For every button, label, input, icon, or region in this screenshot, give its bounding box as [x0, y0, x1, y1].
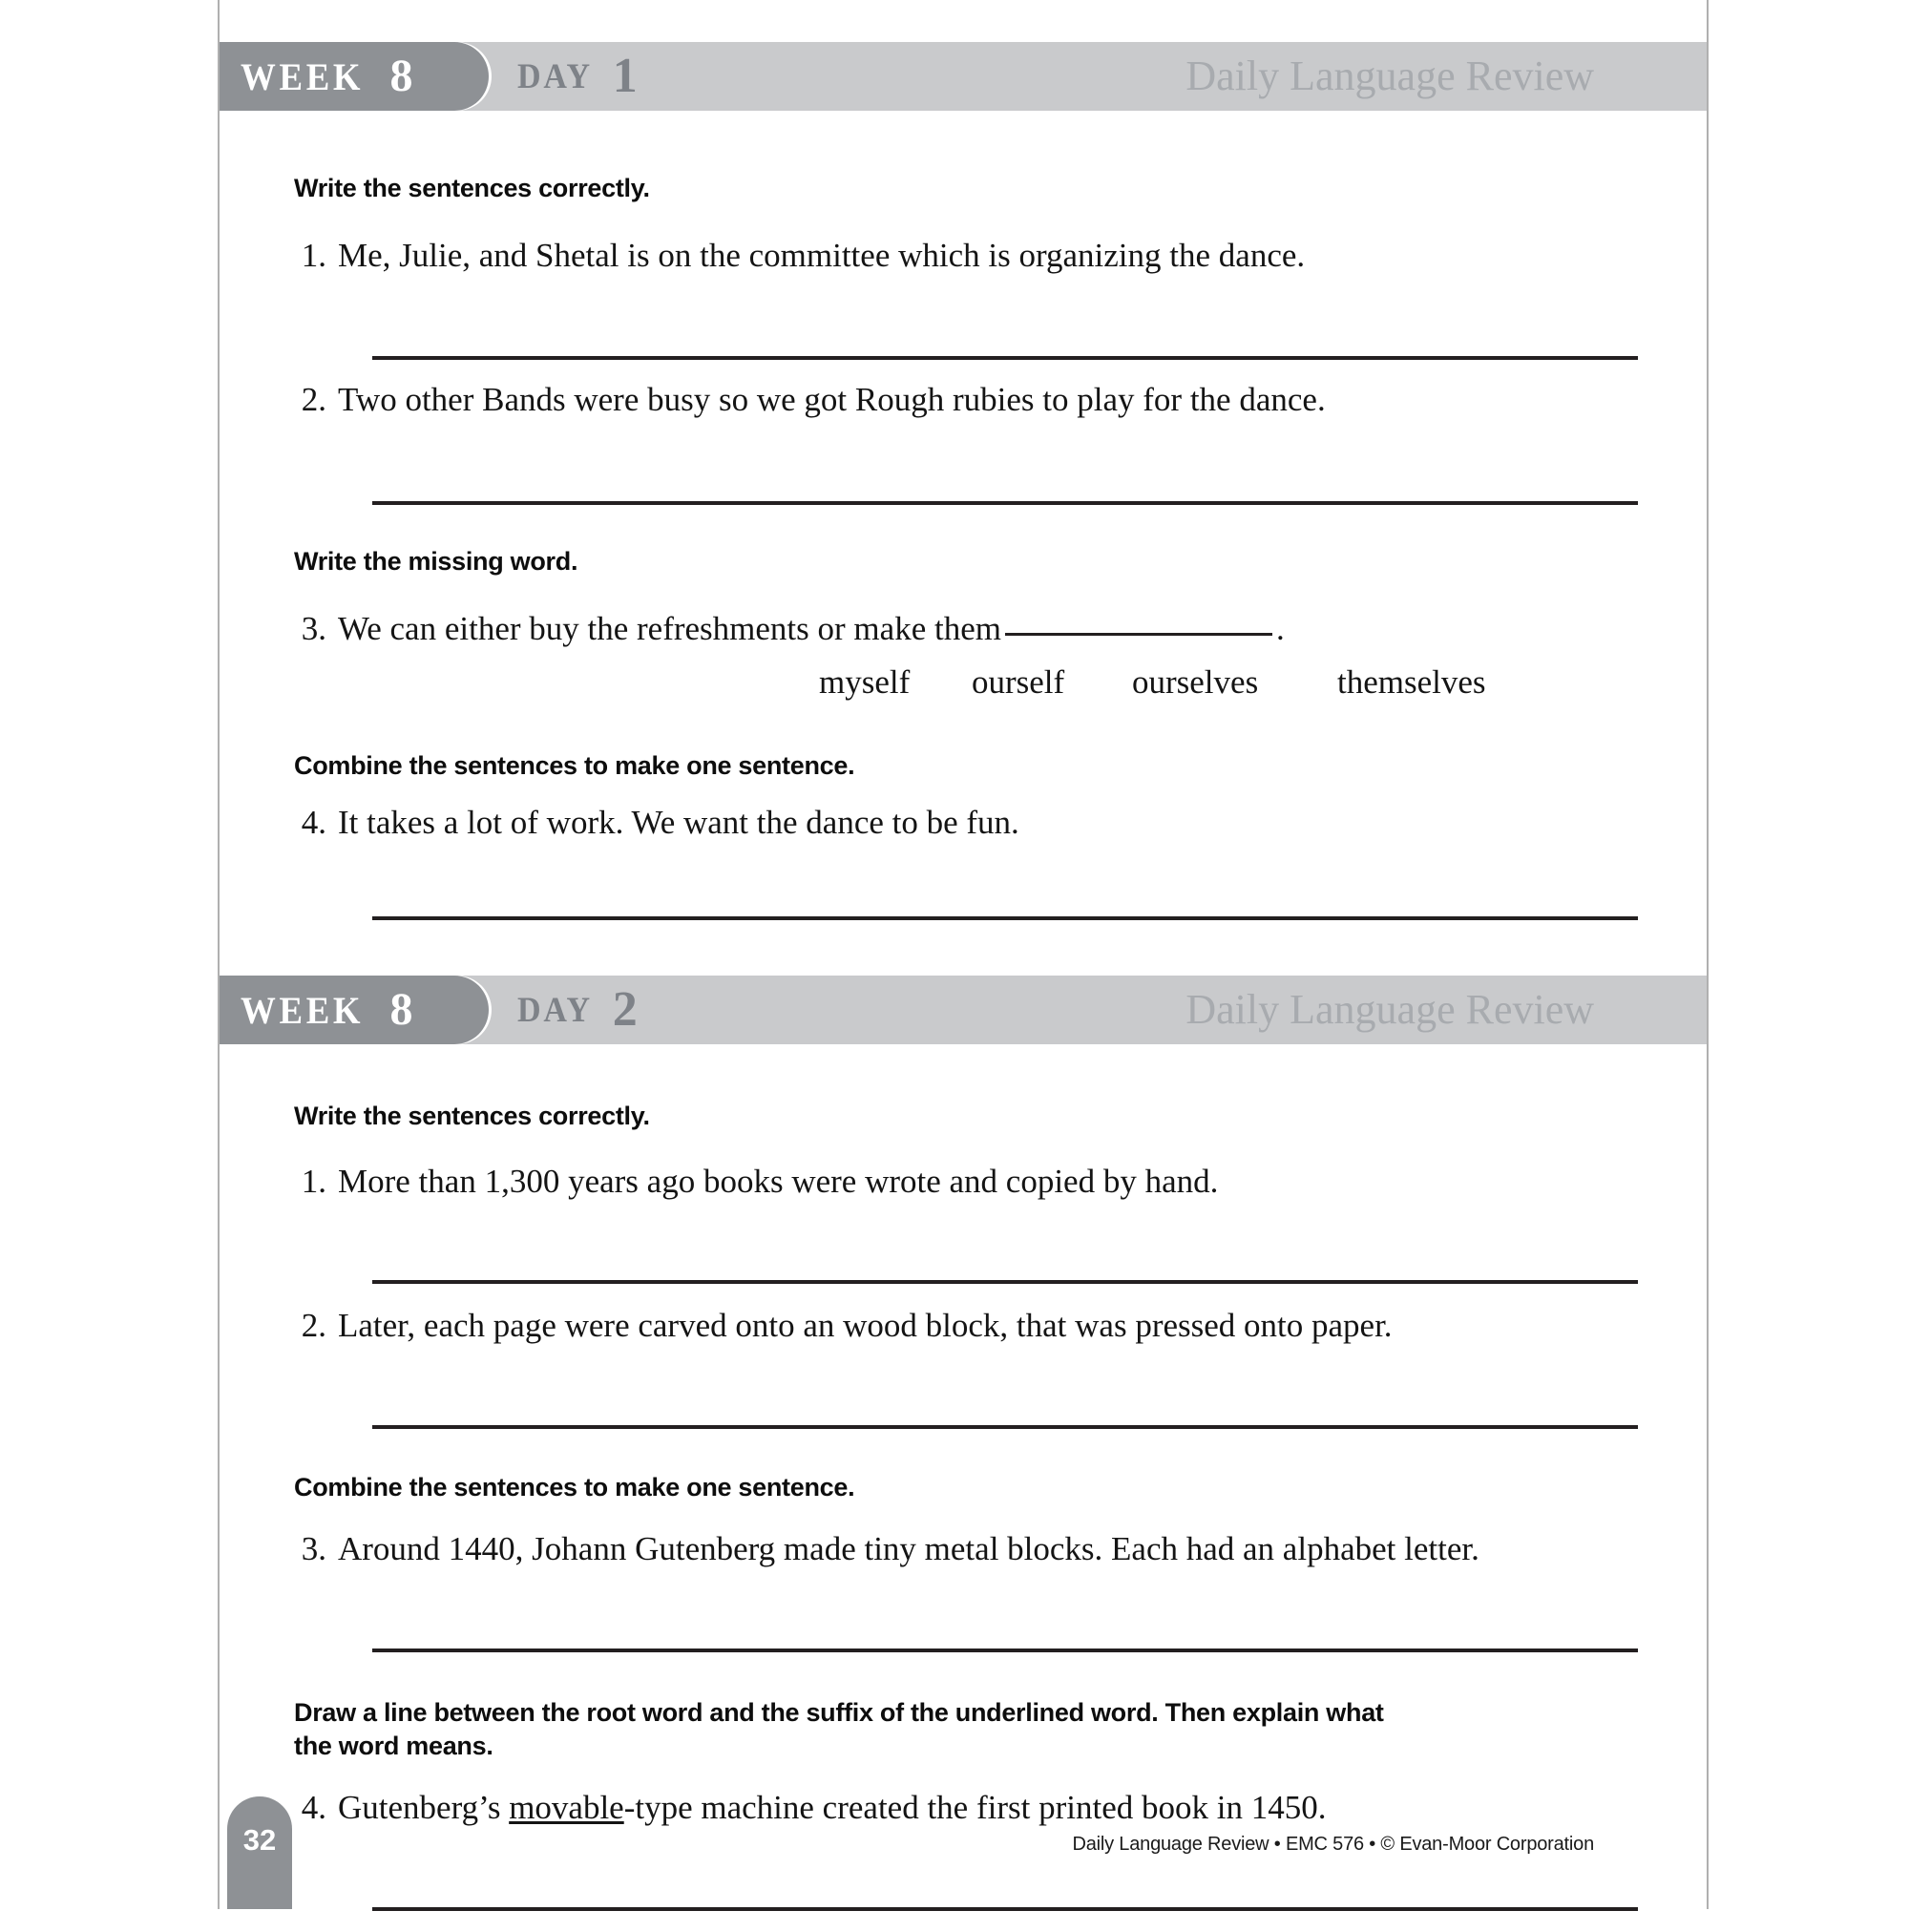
week-label-1: WEEK: [241, 54, 365, 98]
exercise-item: [294, 379, 1649, 421]
answer-line[interactable]: [372, 1280, 1638, 1284]
page-number: 32: [242, 1823, 277, 1857]
worksheet-page: [218, 0, 1709, 1909]
item-text: [338, 608, 1649, 650]
answer-space: [294, 1570, 1649, 1675]
item-text-part1: Gutenberg’s: [338, 1788, 510, 1826]
direction-missing-word: Write the missing word.: [294, 547, 578, 577]
answer-space: [294, 276, 1649, 379]
day-banner-1: [220, 42, 1707, 111]
item-text: More than 1,300 years ago books were wrote and copied by hand.: [338, 1162, 1219, 1200]
exercise-item: [294, 1528, 1649, 1570]
item-text: Later, each page were carved onto an wood block, that was pressed onto paper.: [338, 1307, 1393, 1345]
direction-write-sentences-1: Write the sentences correctly.: [294, 174, 650, 202]
day-number-2: 2: [612, 982, 638, 1037]
direction-line-1: Draw a line between the root word and the suffix of the underlined word. Then explain what: [294, 1697, 1384, 1727]
word-choice-1[interactable]: ourself: [972, 662, 1065, 701]
direction-line-2: the word means.: [294, 1732, 493, 1761]
word-choice-2[interactable]: ourselves: [1132, 662, 1259, 701]
footer-credit: Daily Language Review • EMC 576 • © Evan-Moor Corporation: [1072, 1834, 1594, 1855]
day-group-1: [517, 42, 638, 111]
item-number: 3.: [301, 609, 326, 647]
answer-space: [294, 1202, 1649, 1305]
answer-space: [294, 844, 1649, 947]
exercise-item: [294, 1787, 1649, 1829]
word-choice-0[interactable]: myself: [819, 662, 911, 701]
item-text-after: .: [1275, 609, 1285, 647]
week-tab-1: [220, 42, 489, 111]
direction-write-sentences-2: Write the sentences correctly.: [294, 1102, 650, 1130]
answer-line[interactable]: [372, 916, 1638, 920]
direction-combine-sentences-2: Combine the sentences to make one sentence.: [294, 1473, 855, 1502]
week-number-1: 8: [389, 51, 413, 101]
banner-title-2: Daily Language Review: [1185, 986, 1594, 1033]
week-label-2: WEEK: [241, 988, 365, 1032]
banner-title-1: Daily Language Review: [1185, 52, 1594, 99]
day1-content: [294, 172, 1649, 947]
exercise-item: [294, 802, 1649, 844]
item-text: Two other Bands were busy so we got Rough rubies to play for the dance.: [338, 381, 1326, 419]
day2-content: [294, 1100, 1649, 1932]
underlined-word: movable: [509, 1788, 624, 1826]
item-number: 1.: [301, 236, 326, 274]
page-number-tab: [227, 1796, 292, 1909]
item-number: 3.: [301, 1529, 326, 1567]
item-text: It takes a lot of work. We want the dance to be fun.: [338, 804, 1019, 842]
item-number: 1.: [301, 1162, 326, 1200]
day-number-1: 1: [612, 49, 638, 103]
item-number: 2.: [301, 381, 326, 419]
exercise-item: [294, 1305, 1649, 1347]
item-number: 4.: [301, 1788, 326, 1826]
answer-line[interactable]: [372, 501, 1638, 505]
item-text-part2: -type machine created the first printed book in 1450.: [623, 1788, 1327, 1826]
item-text: Around 1440, Johann Gutenberg made tiny metal blocks. Each had an alphabet letter.: [338, 1529, 1479, 1567]
direction-root-word-suffix: [294, 1696, 1649, 1764]
week-tab-2: [220, 976, 489, 1044]
direction-combine-sentences-1: Combine the sentences to make one sentence.: [294, 750, 855, 780]
answer-line[interactable]: [372, 356, 1638, 360]
item-text: Me, Julie, and Shetal is on the committee which is organizing the dance.: [338, 236, 1306, 274]
answer-line[interactable]: [372, 1425, 1638, 1429]
day-banner-2: [220, 976, 1707, 1044]
day-label-2: DAY: [517, 990, 593, 1030]
week-number-2: 8: [389, 984, 413, 1035]
exercise-item: [294, 235, 1649, 277]
item-text: [338, 1787, 1649, 1829]
word-choice-3[interactable]: themselves: [1337, 662, 1486, 701]
day-group-2: [517, 976, 638, 1044]
answer-line[interactable]: [372, 1648, 1638, 1652]
word-choice-list: [294, 663, 1649, 702]
fill-in-blank[interactable]: [1005, 633, 1272, 636]
item-number: 2.: [301, 1307, 326, 1345]
exercise-item: [294, 608, 1649, 650]
answer-space: [294, 1347, 1649, 1450]
answer-space: [294, 421, 1649, 524]
item-text-before: We can either buy the refreshments or make them: [338, 609, 1001, 647]
exercise-item: [294, 1161, 1649, 1203]
day-label-1: DAY: [517, 56, 593, 96]
item-number: 4.: [301, 804, 326, 842]
